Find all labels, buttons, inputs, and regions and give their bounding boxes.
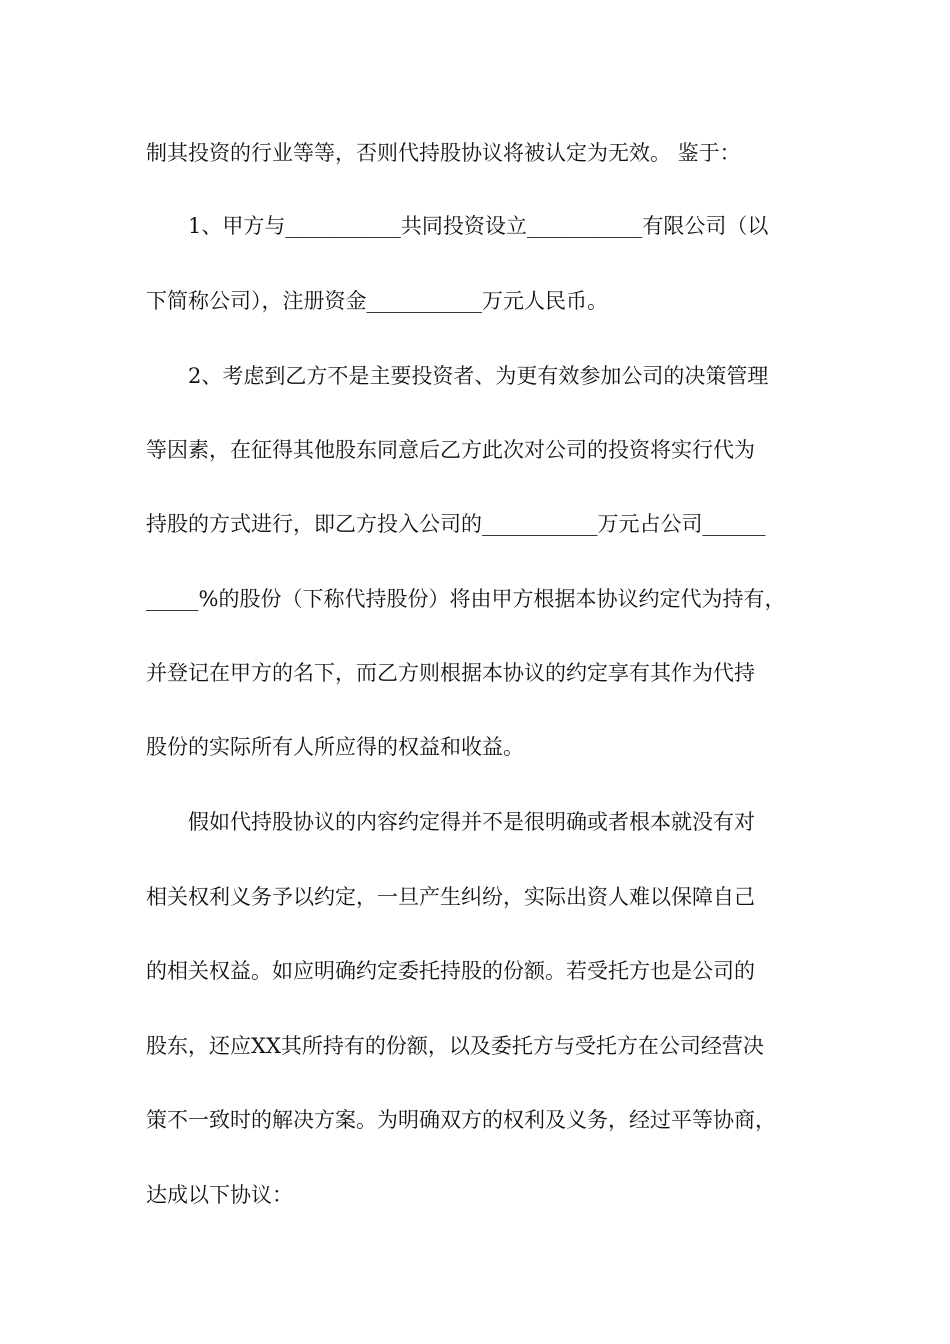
text-line: 1、甲方与___________共同投资设立___________有限公司（以 [188, 214, 769, 238]
text-line: 2、考虑到乙方不是主要投资者、为更有效参加公司的决策管理 [188, 364, 769, 388]
text-line: 股份的实际所有人所应得的权益和收益。 [146, 735, 524, 759]
text-line: 制其投资的行业等等，否则代持股协议将被认定为无效。 鉴于： [146, 141, 741, 165]
text-line: 假如代持股协议的内容约定得并不是很明确或者根本就没有对 [188, 810, 755, 834]
text-line: 相关权利义务予以约定，一旦产生纠纷，实际出资人难以保障自己 [146, 885, 755, 909]
text-line: 策不一致时的解决方案。为明确双方的权利及义务，经过平等协商， [146, 1108, 776, 1132]
text-line: 持股的方式进行，即乙方投入公司的___________万元占公司______ [146, 512, 766, 536]
text-line: 并登记在甲方的名下，而乙方则根据本协议的约定享有其作为代持 [146, 661, 755, 685]
text-line: 等因素，在征得其他股东同意后乙方此次对公司的投资将实行代为 [146, 438, 755, 462]
text-line: 达成以下协议： [146, 1183, 293, 1207]
text-line: 下简称公司），注册资金___________万元人民币。 [146, 289, 608, 313]
text-line: 股东，还应XX其所持有的份额，以及委托方与受托方在公司经营决 [146, 1034, 764, 1058]
text-line: _____%的股份（下称代持股份）将由甲方根据本协议约定代为持有， [146, 587, 786, 611]
text-line: 的相关权益。如应明确约定委托持股的份额。若受托方也是公司的 [146, 959, 755, 983]
